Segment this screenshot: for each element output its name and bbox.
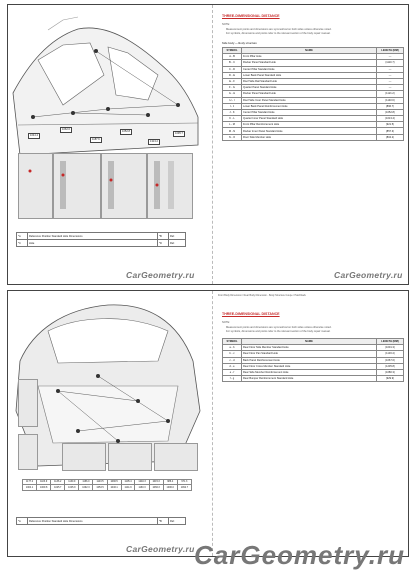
name-cell: Roof Side Rail Standard Hole bbox=[242, 78, 377, 84]
legend-row bbox=[17, 240, 186, 247]
page-divider bbox=[212, 291, 213, 556]
value-cell: 1103.9 bbox=[37, 480, 51, 485]
legend-key: *D bbox=[158, 240, 169, 247]
legend-row bbox=[17, 518, 186, 525]
callout-label: 1095.7 bbox=[175, 132, 183, 135]
note-label: NOTE: bbox=[222, 23, 230, 26]
length-cell: (1067.6) bbox=[377, 357, 404, 363]
name-cell: Quarter Inner Panel Standard Hole bbox=[242, 116, 377, 122]
detail-photo bbox=[108, 443, 152, 471]
length-cell: (857.3) bbox=[377, 128, 404, 134]
symbol-cell: H - I bbox=[223, 97, 242, 103]
symbol-cell: f - g bbox=[223, 376, 242, 382]
table-body bbox=[223, 345, 404, 382]
value-cell: 1025.7 bbox=[51, 485, 65, 490]
legend-key: *C bbox=[17, 240, 28, 247]
symbol-cell: L - M bbox=[223, 122, 242, 128]
length-cell: (896.7) bbox=[377, 103, 404, 109]
value-cell: 986.4 bbox=[163, 480, 177, 485]
symbol-cell: E - F bbox=[223, 78, 242, 84]
watermark: CarGeometry.ru bbox=[334, 270, 403, 280]
length-cell: (804.2) bbox=[377, 134, 404, 140]
value-cell: 1105.4 bbox=[121, 480, 135, 485]
name-cell: Rear Floor Pan Standard Hole bbox=[242, 351, 377, 357]
legend-text: Ref. bbox=[169, 240, 186, 247]
column-header: LENGTH (MM) bbox=[377, 339, 404, 345]
length-cell: — bbox=[377, 54, 404, 60]
legend-key: *A bbox=[17, 233, 28, 240]
value-cell: 1015.3 bbox=[149, 480, 163, 485]
value-cell: 1136.2 bbox=[51, 480, 65, 485]
legend-table bbox=[16, 232, 186, 247]
callout-label: 1187.6 bbox=[92, 138, 100, 141]
note-item: Measurement points and dimensions are symmetrical on both sides unless otherwise noted. bbox=[226, 28, 332, 31]
length-cell: (1052.8) bbox=[377, 109, 404, 115]
name-cell: Lower Back Panel Reinforcement Hole bbox=[242, 103, 377, 109]
value-cell: 1090.5 bbox=[107, 480, 121, 485]
callout-label: 1044.4 bbox=[30, 134, 38, 137]
body-side-diagram-panel bbox=[8, 5, 208, 284]
site-watermark: CarGeometry.ru bbox=[194, 540, 405, 570]
symbol-cell: b - c bbox=[223, 351, 242, 357]
value-cell: 1066.3 bbox=[149, 485, 163, 490]
legend-key: *B bbox=[158, 233, 169, 240]
name-cell: Rear Side Member Reinforcement Hole bbox=[242, 369, 377, 375]
table-body bbox=[223, 54, 404, 141]
legend-text: Reference Position Standard Hole Dimensions bbox=[28, 518, 158, 525]
symbol-cell: G - H bbox=[223, 91, 242, 97]
value-cell: 1160.3 bbox=[135, 485, 149, 490]
symbol-cell: N - O bbox=[223, 134, 242, 140]
values-table bbox=[22, 479, 192, 491]
distance-table bbox=[222, 47, 404, 141]
value-cell: 1045.9 bbox=[65, 485, 79, 490]
detail-photo bbox=[101, 153, 147, 219]
length-cell: — bbox=[377, 78, 404, 84]
legend-text: Ref. bbox=[169, 518, 186, 525]
symbol-cell: D - E bbox=[223, 72, 242, 78]
length-cell: (1121.2) bbox=[377, 91, 404, 97]
table-row bbox=[223, 376, 404, 382]
symbol-cell: c - d bbox=[223, 357, 242, 363]
length-cell: (1013.4) bbox=[377, 116, 404, 122]
length-cell: (929.9) bbox=[377, 376, 404, 382]
value-cell: 1046.1 bbox=[107, 485, 121, 490]
note-item: For symbols, dimensions and points refer to the relevant section of the body repair manual. bbox=[226, 32, 331, 35]
name-cell: Quarter Panel Standard Hole bbox=[242, 85, 377, 91]
symbol-cell: B - C bbox=[223, 60, 242, 66]
value-cell: 1092.7 bbox=[177, 485, 191, 490]
length-cell: — bbox=[377, 66, 404, 72]
symbol-cell: M - N bbox=[223, 128, 242, 134]
manual-page-2 bbox=[7, 290, 409, 557]
distance-text-panel bbox=[216, 291, 408, 556]
column-header: LENGTH (MM) bbox=[377, 48, 404, 54]
legend-text: Hole bbox=[28, 240, 158, 247]
distance-table bbox=[222, 338, 404, 382]
name-cell: Center Pillar Standard Hole bbox=[242, 66, 377, 72]
value-cell: 1009.8 bbox=[37, 485, 51, 490]
symbol-cell: C - D bbox=[223, 66, 242, 72]
legend-key: *A bbox=[17, 518, 28, 525]
value-cell: 971.3 bbox=[177, 480, 191, 485]
callout-label: 1313.2 bbox=[150, 140, 158, 143]
name-cell: Front Pillar Hole bbox=[242, 54, 377, 60]
section-heading: THREE-DIMENSIONAL DISTANCE bbox=[222, 312, 280, 316]
symbol-cell: J - K bbox=[223, 109, 242, 115]
legend-row bbox=[17, 233, 186, 240]
column-header: SYMBOL bbox=[223, 339, 242, 345]
value-cell: 1006.0 bbox=[163, 485, 177, 490]
values-row bbox=[23, 485, 192, 490]
value-cell: 1092.3 bbox=[79, 485, 93, 490]
page-divider bbox=[212, 5, 213, 284]
name-cell: Floor Side Member Hole bbox=[242, 134, 377, 140]
watermark: CarGeometry.ru bbox=[126, 544, 195, 554]
column-header: SYMBOL bbox=[223, 48, 242, 54]
symbol-cell: I - J bbox=[223, 103, 242, 109]
length-cell: (921.5) bbox=[377, 122, 404, 128]
length-cell: (1235.8) bbox=[377, 363, 404, 369]
value-cell: 1004.1 bbox=[23, 485, 37, 490]
name-cell: Rear Floor Cross Member Standard Hole bbox=[242, 363, 377, 369]
symbol-cell: F - G bbox=[223, 85, 242, 91]
detail-photo bbox=[18, 379, 38, 427]
length-cell: — bbox=[377, 72, 404, 78]
value-cell: 1240.3 bbox=[135, 480, 149, 485]
length-cell: (1110.7) bbox=[377, 60, 404, 66]
note-label: NOTE: bbox=[222, 321, 230, 324]
name-cell: Rocker Panel Standard Hole bbox=[242, 91, 377, 97]
name-cell: Front Pillar Reinforcement Hole bbox=[242, 122, 377, 128]
column-header: NAME bbox=[242, 48, 377, 54]
legend-text: Ref. bbox=[169, 233, 186, 240]
section-heading: THREE-DIMENSIONAL DISTANCE bbox=[222, 14, 280, 18]
detail-photo bbox=[154, 443, 198, 471]
value-cell: 1177.2 bbox=[23, 480, 37, 485]
value-cell: 1130.9 bbox=[65, 480, 79, 485]
symbol-cell: A - B bbox=[223, 54, 242, 60]
length-cell: (1001.3) bbox=[377, 345, 404, 351]
watermark: CarGeometry.ru bbox=[126, 270, 195, 280]
note-item: For symbols, dimensions and points refer to the relevant section of the body repair manual. bbox=[226, 330, 331, 333]
value-cell: 1141.9 bbox=[121, 485, 135, 490]
name-cell: Rear Floor Side Member Standard Hole bbox=[242, 345, 377, 351]
page-header-line: Front Body Dimension / Rear Body Dimension - Body Structure Coupe / Hatchback bbox=[218, 294, 306, 297]
distance-text-panel bbox=[216, 5, 408, 284]
symbol-cell: d - e bbox=[223, 363, 242, 369]
detail-photo bbox=[18, 434, 38, 470]
value-cell: 1053.5 bbox=[93, 485, 107, 490]
body-rear-diagram-panel bbox=[8, 291, 208, 556]
detail-photo bbox=[18, 153, 53, 219]
name-cell: Back Panel Reinforcement Hole bbox=[242, 357, 377, 363]
length-cell: (1140.6) bbox=[377, 97, 404, 103]
name-cell: Lower Back Panel Standard Hole bbox=[242, 72, 377, 78]
length-cell: — bbox=[377, 85, 404, 91]
symbol-cell: K - L bbox=[223, 116, 242, 122]
manual-page-1 bbox=[7, 4, 409, 285]
legend-key: *B bbox=[158, 518, 169, 525]
detail-photo bbox=[62, 443, 106, 471]
callout-label: 1052.8 bbox=[122, 130, 130, 133]
name-cell: Roof Side Inner Panel Standard Hole bbox=[242, 97, 377, 103]
name-cell: Rear Bumper Reinforcement Standard Hole bbox=[242, 376, 377, 382]
length-cell: (1133.4) bbox=[377, 351, 404, 357]
note-item: Measurement points and dimensions are symmetrical on both sides unless otherwise noted. bbox=[226, 326, 332, 329]
table-caption: Side body — Body structure bbox=[222, 42, 257, 45]
column-header: NAME bbox=[242, 339, 377, 345]
legend-text: Reference Position Standard Hole Dimensions bbox=[28, 233, 158, 240]
value-cell: 1143.5 bbox=[93, 480, 107, 485]
value-cell: 1166.0 bbox=[79, 480, 93, 485]
table-row bbox=[223, 134, 404, 140]
length-cell: (1080.3) bbox=[377, 369, 404, 375]
detail-photo bbox=[53, 153, 101, 219]
name-cell: Center Pillar Standard Hole bbox=[242, 109, 377, 115]
name-cell: Rocker Panel Standard Hole bbox=[242, 60, 377, 66]
symbol-cell: e - f bbox=[223, 369, 242, 375]
detail-photo bbox=[147, 153, 193, 219]
legend-table bbox=[16, 517, 186, 525]
callout-label: 1062.0 bbox=[62, 128, 70, 131]
name-cell: Rocker Inner Panel Standard Hole bbox=[242, 128, 377, 134]
symbol-cell: a - b bbox=[223, 345, 242, 351]
